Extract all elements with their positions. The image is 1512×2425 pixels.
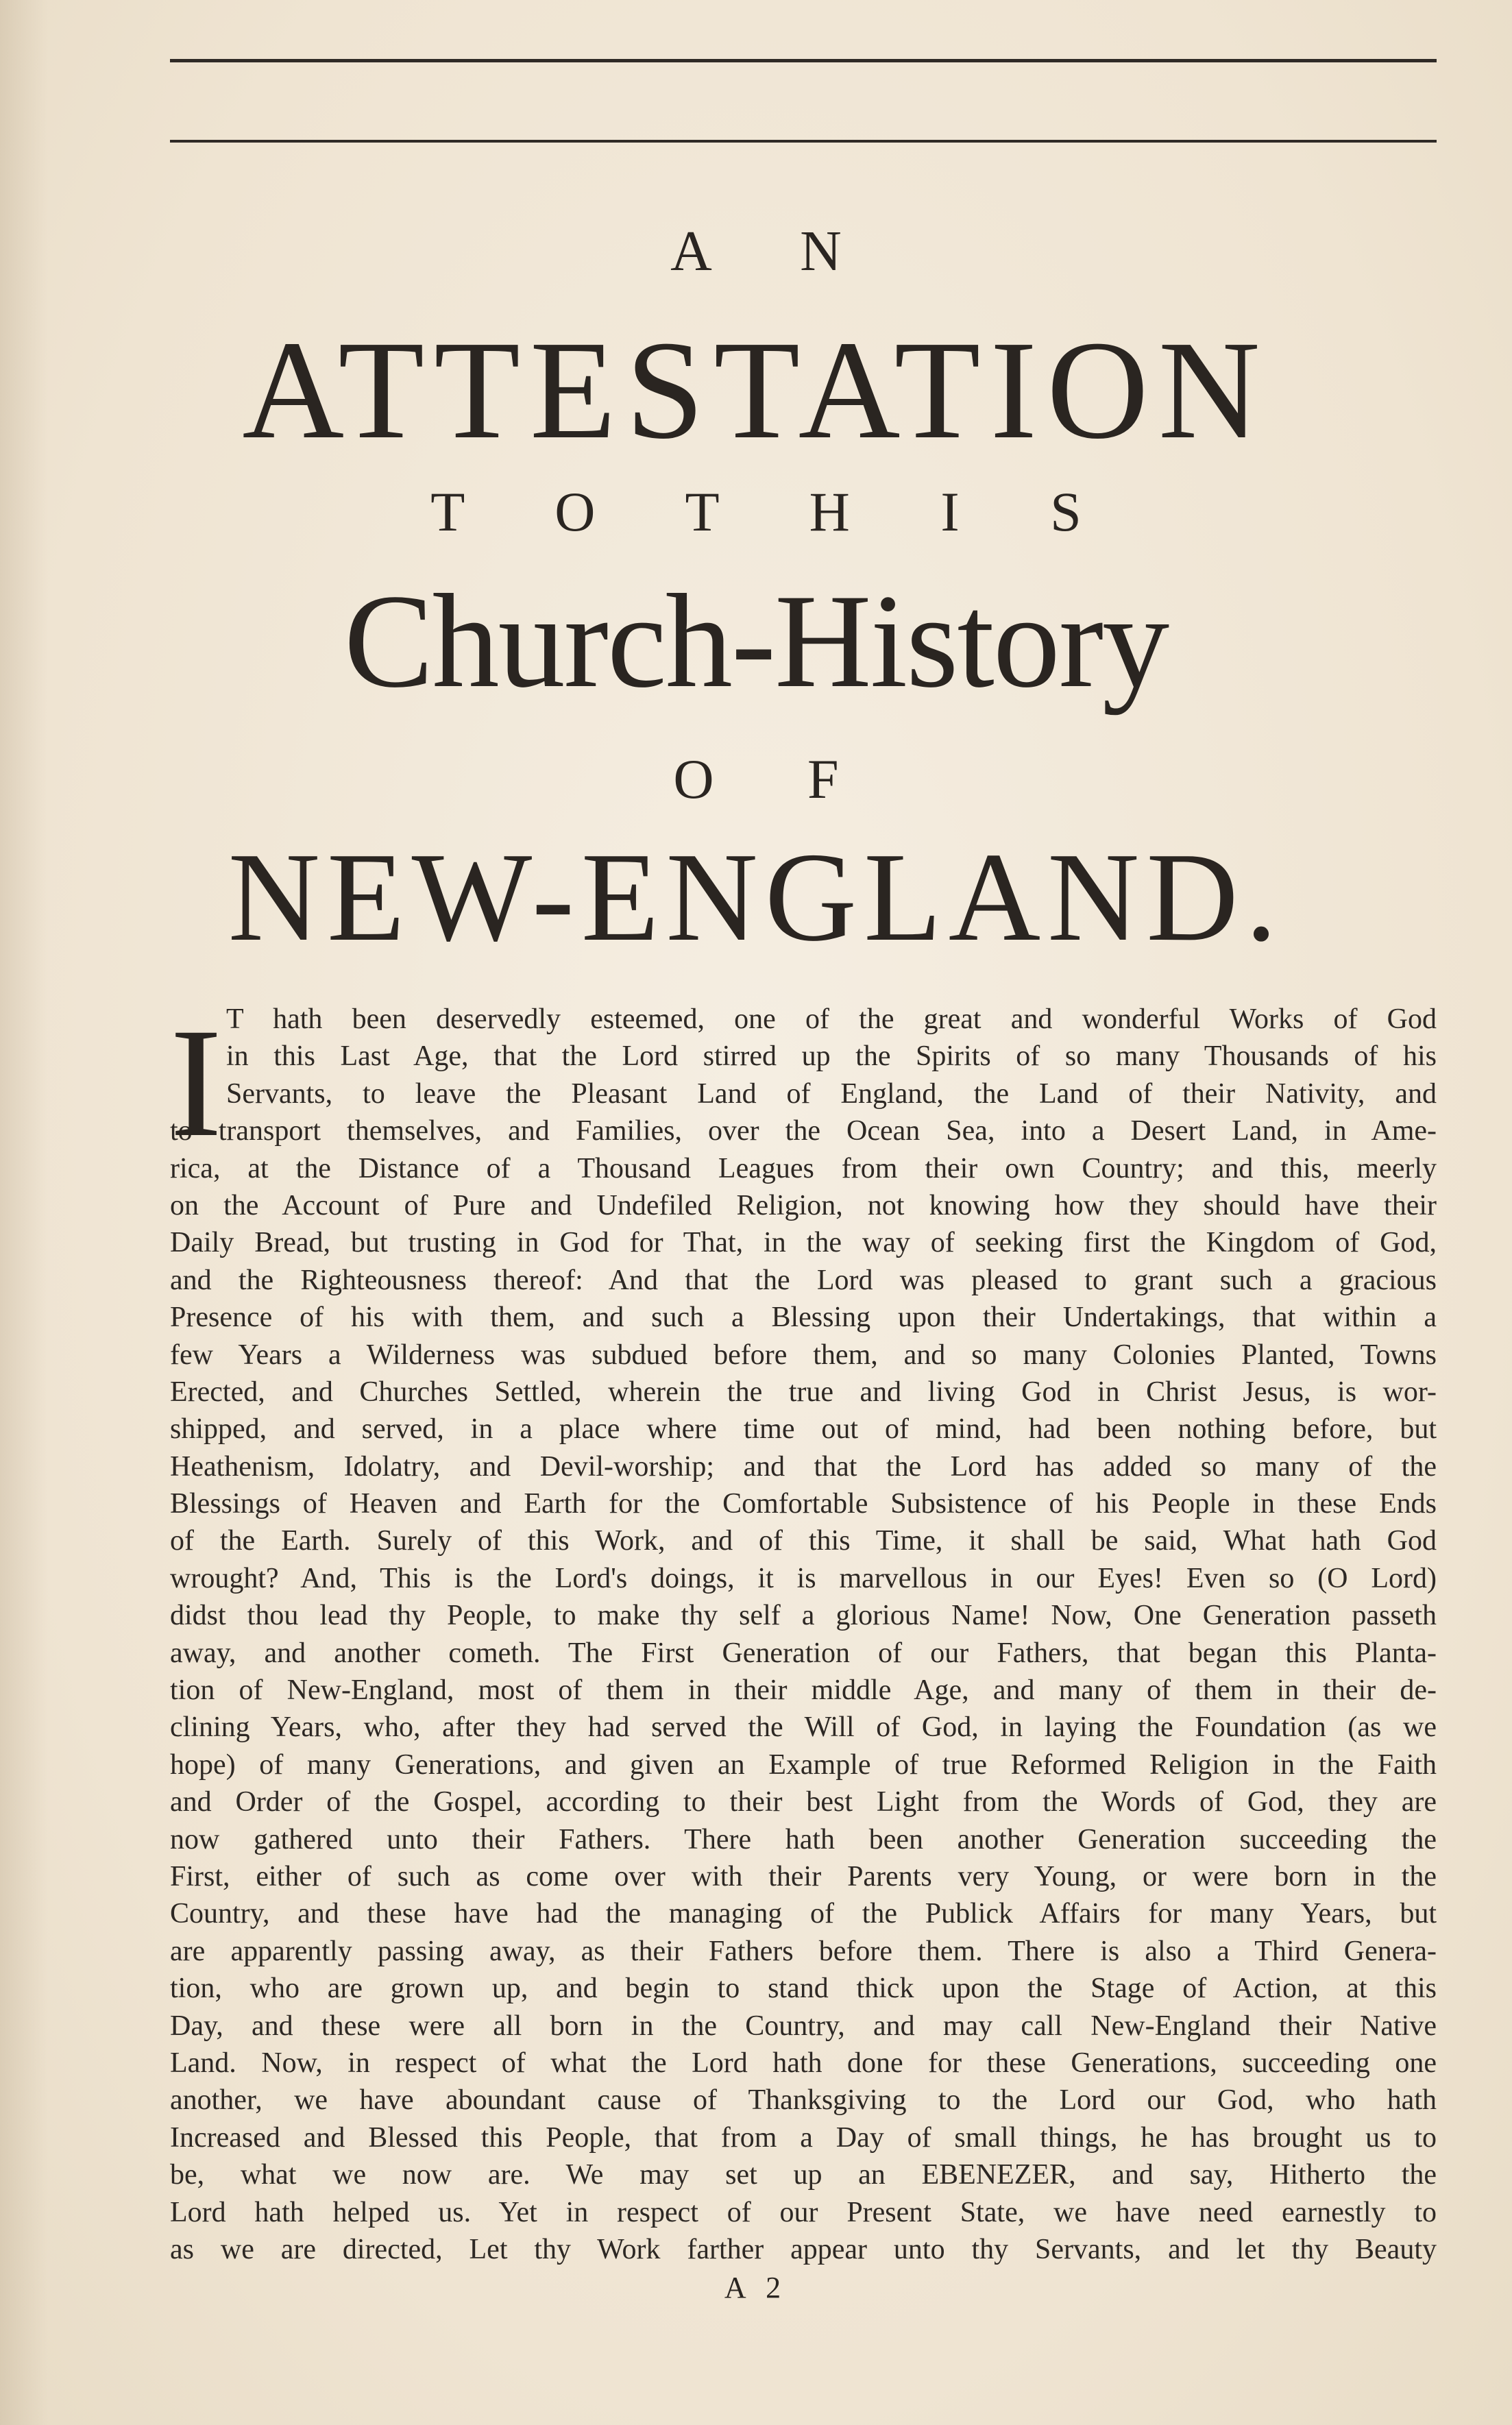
text-line: shipped, and served, in a place where time out of mind, had been nothing before, but [170, 1413, 1437, 1446]
text-line: Daily Bread, but trusting in God for That, in the way of seeking first the Kingdom of God, [170, 1227, 1437, 1259]
text-line: T hath been deservedly esteemed, one of the great and wonderful Works of God [226, 1003, 1437, 1035]
text-line: on the Account of Pure and Undefiled Religion, not knowing how they should have their [170, 1189, 1437, 1221]
text-line: Erected, and Churches Settled, wherein the true and living God in Christ Jesus, is wor- [170, 1376, 1437, 1408]
text-line: tion of New-England, most of them in their middle Age, and many of them in their de- [170, 1674, 1437, 1707]
text-line: of the Earth. Surely of this Work, and of this Time, it shall be said, What hath God [170, 1525, 1437, 1557]
title-church-history: Church-History [343, 567, 1169, 716]
text-line: Servants, to leave the Pleasant Land of England, the Land of their Nativity, and [226, 1077, 1437, 1110]
text-line: Land. Now, in respect of what the Lord hath done for these Generations, succeeding one [170, 2047, 1437, 2079]
text-line: now gathered unto their Fathers. There hath been another Generation succeeding the [170, 1823, 1437, 1855]
drop-cap: I [170, 997, 222, 1169]
text-line: be, what we now are. We may set up an EBENEZER, and say, Hitherto the [170, 2159, 1437, 2191]
body-text [170, 997, 1437, 2268]
text-line: First, either of such as come over with their Parents very Young, or were born in the [170, 1860, 1437, 1892]
top-rule [170, 59, 1437, 62]
title-of: O F [673, 748, 879, 810]
text-line: clining Years, who, after they had served the Will of God, in laying the Foundation (as we [170, 1711, 1437, 1744]
text-line: tion, who are grown up, and begin to stand thick upon the Stage of Action, at this [170, 1973, 1437, 2005]
text-line: Presence of his with them, and such a Blessing upon their Undertakings, that within a [170, 1302, 1437, 1334]
text-line: hope) of many Generations, and given an Example of true Reformed Religion in the Faith [170, 1748, 1437, 1781]
text-line: and Order of the Gospel, according to their best Light from the Words of God, they are [170, 1786, 1437, 1818]
title-an: A N [670, 219, 880, 283]
title-to-this: T O T H I S [430, 480, 1120, 543]
title-new-england: NEW-ENGLAND. [228, 827, 1284, 968]
text-line: Increased and Blessed this People, that from a Day of small things, he has brought us to [170, 2121, 1437, 2154]
title-attestation: ATTESTATION [242, 311, 1270, 468]
text-line: Day, and these were all born in the Country, and may call New-England their Native [170, 2010, 1437, 2042]
text-line: wrought? And, This is the Lord's doings, it is marvellous in our Eyes! Even so (O Lord) [170, 1562, 1437, 1594]
second-rule [170, 140, 1437, 143]
text-line: as we are directed, Let thy Work farther appear unto thy Servants, and let thy Beauty [170, 2233, 1437, 2265]
text-line: to transport themselves, and Families, over the Ocean Sea, into a Desert Land, in Ame- [170, 1115, 1437, 1147]
text-line: away, and another cometh. The First Generation of our Fathers, that began this Planta- [170, 1637, 1437, 1669]
text-line: Heathenism, Idolatry, and Devil-worship; and that the Lord has added so many of the [170, 1450, 1437, 1483]
text-line: rica, at the Distance of a Thousand Leagues from their own Country; and this, meerly [170, 1152, 1437, 1184]
text-line: Blessings of Heaven and Earth for the Comfortable Subsistence of his People in these Ends [170, 1488, 1437, 1520]
text-line: Lord hath helped us. Yet in respect of our Present State, we have need earnestly to [170, 2196, 1437, 2228]
signature-mark: A 2 [724, 2271, 788, 2304]
text-line: didst thou lead thy People, to make thy self a glorious Name! Now, One Generation passeth [170, 1600, 1437, 1632]
body-lines [170, 997, 1437, 2268]
text-line: are apparently passing away, as their Fathers before them. There is also a Third Genera- [170, 1935, 1437, 1967]
text-line: another, we have aboundant cause of Thanksgiving to the Lord our God, who hath [170, 2084, 1437, 2117]
text-line: Country, and these have had the managing of the Publick Affairs for many Years, but [170, 1898, 1437, 1930]
text-line: in this Last Age, that the Lord stirred up the Spirits of so many Thousands of his [226, 1040, 1437, 1073]
text-line: and the Righteousness thereof: And that the Lord was pleased to grant such a gracious [170, 1264, 1437, 1296]
text-line: few Years a Wilderness was subdued before them, and so many Colonies Planted, Towns [170, 1339, 1437, 1371]
